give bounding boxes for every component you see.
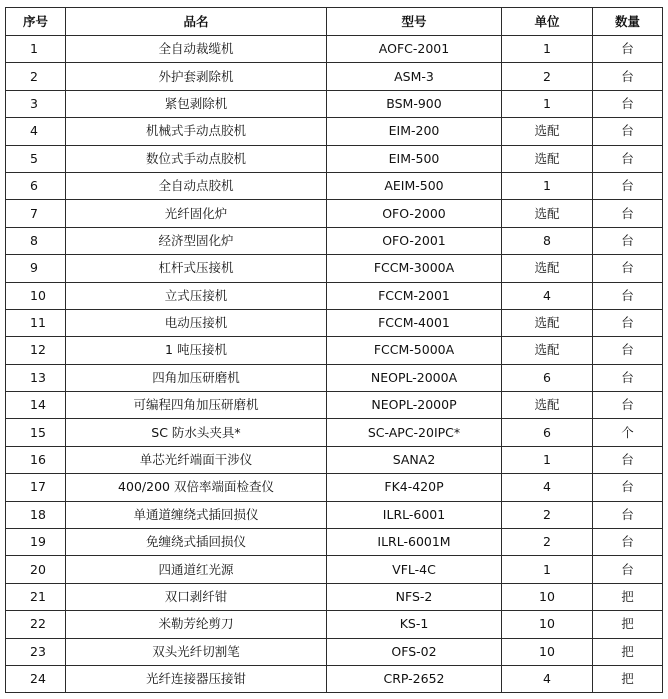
cell-index: 13 — [6, 364, 66, 391]
cell-index: 16 — [6, 446, 66, 473]
cell-index: 7 — [6, 200, 66, 227]
cell-index: 14 — [6, 392, 66, 419]
cell-model: NFS-2 — [327, 583, 502, 610]
cell-quantity: 台 — [593, 227, 663, 254]
cell-model: FCCM-4001 — [327, 309, 502, 336]
table-row — [6, 638, 663, 665]
cell-index: 20 — [6, 556, 66, 583]
cell-quantity: 把 — [593, 638, 663, 665]
cell-quantity: 台 — [593, 172, 663, 199]
cell-index: 11 — [6, 309, 66, 336]
cell-product-name: 双头光纤切割笔 — [66, 638, 327, 665]
cell-unit: 4 — [502, 665, 593, 692]
cell-unit: 选配 — [502, 392, 593, 419]
cell-index: 9 — [6, 255, 66, 282]
header-product-name: 品名 — [66, 8, 327, 36]
cell-quantity: 台 — [593, 309, 663, 336]
cell-index: 1 — [6, 36, 66, 63]
cell-product-name: 双口剥纤钳 — [66, 583, 327, 610]
cell-index: 8 — [6, 227, 66, 254]
table-row — [6, 309, 663, 336]
cell-index: 6 — [6, 172, 66, 199]
cell-quantity: 台 — [593, 501, 663, 528]
cell-quantity: 把 — [593, 611, 663, 638]
cell-quantity: 台 — [593, 118, 663, 145]
cell-product-name: 电动压接机 — [66, 309, 327, 336]
cell-product-name: 400/200 双倍率端面检查仪 — [66, 474, 327, 501]
cell-product-name: 杠杆式压接机 — [66, 255, 327, 282]
table-row — [6, 255, 663, 282]
table-row — [6, 227, 663, 254]
table-row — [6, 63, 663, 90]
cell-unit: 6 — [502, 419, 593, 446]
cell-index: 2 — [6, 63, 66, 90]
cell-quantity: 台 — [593, 282, 663, 309]
table-row — [6, 665, 663, 692]
cell-unit: 选配 — [502, 309, 593, 336]
cell-product-name: 光纤固化炉 — [66, 200, 327, 227]
cell-quantity: 台 — [593, 364, 663, 391]
table-row — [6, 145, 663, 172]
cell-index: 24 — [6, 665, 66, 692]
table-row — [6, 392, 663, 419]
cell-model: OFO-2001 — [327, 227, 502, 254]
cell-model: ILRL-6001 — [327, 501, 502, 528]
header-quantity: 数量 — [593, 8, 663, 36]
cell-model: OFO-2000 — [327, 200, 502, 227]
cell-model: KS-1 — [327, 611, 502, 638]
cell-quantity: 台 — [593, 63, 663, 90]
cell-model: CRP-2652 — [327, 665, 502, 692]
cell-unit: 选配 — [502, 337, 593, 364]
cell-product-name: 1 吨压接机 — [66, 337, 327, 364]
cell-quantity: 把 — [593, 583, 663, 610]
cell-product-name: 机械式手动点胶机 — [66, 118, 327, 145]
cell-quantity: 台 — [593, 36, 663, 63]
cell-product-name: SC 防水头夹具* — [66, 419, 327, 446]
cell-unit: 10 — [502, 638, 593, 665]
cell-unit: 选配 — [502, 255, 593, 282]
header-model: 型号 — [327, 8, 502, 36]
header-unit: 单位 — [502, 8, 593, 36]
cell-product-name: 紧包剥除机 — [66, 90, 327, 117]
table-row — [6, 611, 663, 638]
table-row — [6, 364, 663, 391]
cell-model: EIM-200 — [327, 118, 502, 145]
header-row — [6, 8, 663, 36]
table-row — [6, 172, 663, 199]
cell-quantity: 台 — [593, 337, 663, 364]
cell-unit: 1 — [502, 90, 593, 117]
cell-model: NEOPL-2000P — [327, 392, 502, 419]
cell-model: ILRL-6001M — [327, 529, 502, 556]
cell-product-name: 经济型固化炉 — [66, 227, 327, 254]
table-row — [6, 419, 663, 446]
cell-product-name: 四角加压研磨机 — [66, 364, 327, 391]
cell-model: SC-APC-20IPC* — [327, 419, 502, 446]
cell-index: 22 — [6, 611, 66, 638]
cell-unit: 选配 — [502, 200, 593, 227]
cell-index: 18 — [6, 501, 66, 528]
cell-unit: 10 — [502, 583, 593, 610]
cell-index: 4 — [6, 118, 66, 145]
cell-quantity: 台 — [593, 529, 663, 556]
cell-index: 21 — [6, 583, 66, 610]
table-row — [6, 583, 663, 610]
cell-model: EIM-500 — [327, 145, 502, 172]
cell-unit: 选配 — [502, 145, 593, 172]
cell-model: AOFC-2001 — [327, 36, 502, 63]
table-row — [6, 118, 663, 145]
cell-index: 23 — [6, 638, 66, 665]
cell-model: SANA2 — [327, 446, 502, 473]
table-row — [6, 200, 663, 227]
table-row — [6, 556, 663, 583]
table-row — [6, 282, 663, 309]
cell-index: 10 — [6, 282, 66, 309]
cell-quantity: 台 — [593, 200, 663, 227]
table-row — [6, 529, 663, 556]
cell-unit: 1 — [502, 556, 593, 583]
table-row — [6, 501, 663, 528]
cell-model: FK4-420P — [327, 474, 502, 501]
cell-unit: 10 — [502, 611, 593, 638]
cell-index: 15 — [6, 419, 66, 446]
cell-product-name: 数位式手动点胶机 — [66, 145, 327, 172]
cell-index: 17 — [6, 474, 66, 501]
cell-model: OFS-02 — [327, 638, 502, 665]
cell-unit: 8 — [502, 227, 593, 254]
cell-model: VFL-4C — [327, 556, 502, 583]
equipment-table — [5, 7, 663, 693]
cell-quantity: 台 — [593, 474, 663, 501]
cell-unit: 1 — [502, 446, 593, 473]
table-row — [6, 474, 663, 501]
table-row — [6, 337, 663, 364]
cell-unit: 6 — [502, 364, 593, 391]
cell-quantity: 把 — [593, 665, 663, 692]
cell-quantity: 台 — [593, 392, 663, 419]
cell-model: BSM-900 — [327, 90, 502, 117]
cell-unit: 选配 — [502, 118, 593, 145]
cell-index: 5 — [6, 145, 66, 172]
cell-product-name: 全自动裁缆机 — [66, 36, 327, 63]
table-row — [6, 90, 663, 117]
cell-index: 12 — [6, 337, 66, 364]
cell-quantity: 台 — [593, 556, 663, 583]
cell-quantity: 台 — [593, 255, 663, 282]
cell-product-name: 光纤连接器压接钳 — [66, 665, 327, 692]
cell-product-name: 立式压接机 — [66, 282, 327, 309]
cell-product-name: 全自动点胶机 — [66, 172, 327, 199]
cell-unit: 4 — [502, 282, 593, 309]
cell-unit: 1 — [502, 172, 593, 199]
cell-unit: 4 — [502, 474, 593, 501]
cell-product-name: 单芯光纤端面干涉仪 — [66, 446, 327, 473]
cell-model: AEIM-500 — [327, 172, 502, 199]
cell-product-name: 四通道红光源 — [66, 556, 327, 583]
cell-unit: 2 — [502, 63, 593, 90]
header-index: 序号 — [6, 8, 66, 36]
cell-product-name: 单通道缠绕式插回损仪 — [66, 501, 327, 528]
cell-quantity: 台 — [593, 90, 663, 117]
cell-model: FCCM-3000A — [327, 255, 502, 282]
cell-unit: 1 — [502, 36, 593, 63]
table-row — [6, 446, 663, 473]
cell-unit: 2 — [502, 501, 593, 528]
table-body — [6, 36, 663, 693]
cell-product-name: 免缠绕式插回损仪 — [66, 529, 327, 556]
cell-index: 19 — [6, 529, 66, 556]
cell-quantity: 个 — [593, 419, 663, 446]
cell-quantity: 台 — [593, 145, 663, 172]
cell-index: 3 — [6, 90, 66, 117]
table-row — [6, 36, 663, 63]
cell-model: FCCM-2001 — [327, 282, 502, 309]
cell-model: NEOPL-2000A — [327, 364, 502, 391]
cell-model: FCCM-5000A — [327, 337, 502, 364]
cell-quantity: 台 — [593, 446, 663, 473]
cell-product-name: 米勒芳纶剪刀 — [66, 611, 327, 638]
cell-unit: 2 — [502, 529, 593, 556]
cell-product-name: 外护套剥除机 — [66, 63, 327, 90]
cell-product-name: 可编程四角加压研磨机 — [66, 392, 327, 419]
cell-model: ASM-3 — [327, 63, 502, 90]
